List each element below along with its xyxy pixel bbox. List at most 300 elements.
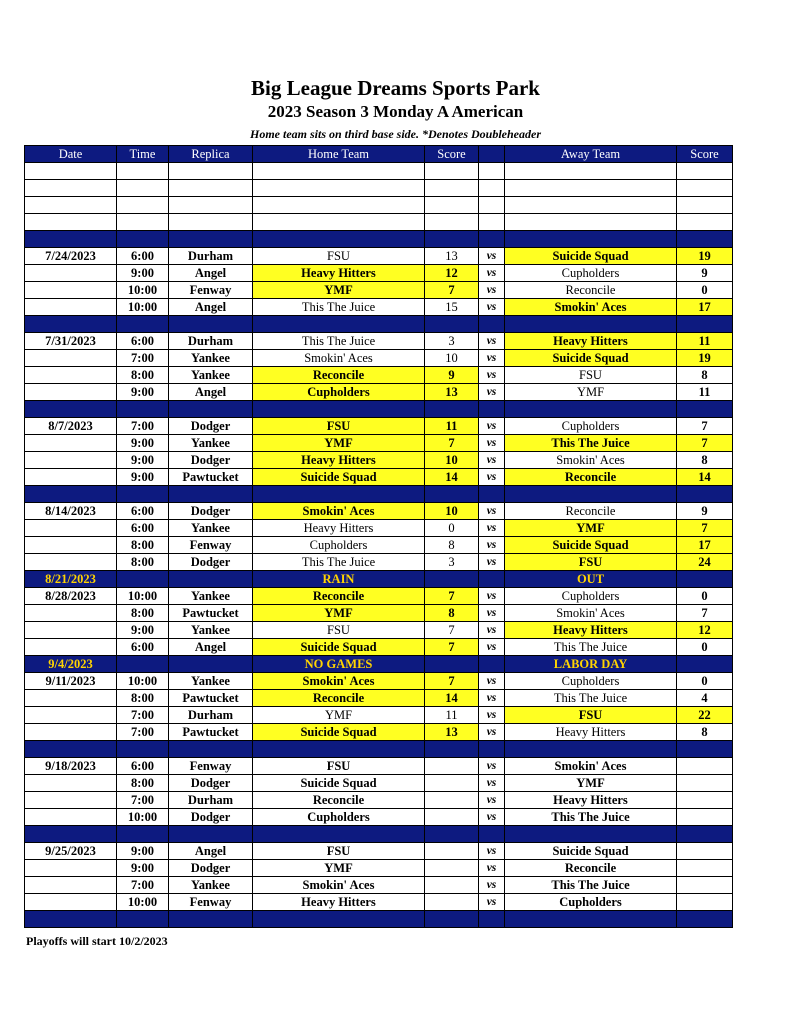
away-team-cell: Smokin' Aces bbox=[505, 758, 677, 775]
empty-cell bbox=[253, 231, 425, 248]
home-score-cell: 15 bbox=[425, 299, 479, 316]
empty-cell bbox=[505, 316, 677, 333]
away-team-cell: Reconcile bbox=[505, 503, 677, 520]
game-row bbox=[25, 860, 733, 877]
game-row bbox=[25, 452, 733, 469]
empty-cell bbox=[117, 231, 169, 248]
home-team-cell: Suicide Squad bbox=[253, 469, 425, 486]
date-cell bbox=[25, 520, 117, 537]
replica-cell: Pawtucket bbox=[169, 690, 253, 707]
game-row bbox=[25, 605, 733, 622]
vs-cell: vs bbox=[479, 639, 505, 656]
home-score-cell: 13 bbox=[425, 724, 479, 741]
time-cell: 10:00 bbox=[117, 282, 169, 299]
empty-cell bbox=[505, 180, 677, 197]
replica-cell: Dodger bbox=[169, 860, 253, 877]
away-team-cell: Heavy Hitters bbox=[505, 622, 677, 639]
time-cell: 8:00 bbox=[117, 367, 169, 384]
date-cell bbox=[25, 367, 117, 384]
time-cell: 10:00 bbox=[117, 299, 169, 316]
empty-cell bbox=[25, 163, 117, 180]
time-cell: 9:00 bbox=[117, 622, 169, 639]
empty-cell bbox=[253, 180, 425, 197]
empty-cell bbox=[253, 214, 425, 231]
replica-cell: Yankee bbox=[169, 367, 253, 384]
vs-cell: vs bbox=[479, 724, 505, 741]
replica-cell: Yankee bbox=[169, 350, 253, 367]
away-score-cell: 17 bbox=[677, 299, 733, 316]
date-cell bbox=[25, 707, 117, 724]
empty-cell bbox=[25, 197, 117, 214]
game-row bbox=[25, 877, 733, 894]
home-score-cell: 8 bbox=[425, 605, 479, 622]
home-team-cell: YMF bbox=[253, 860, 425, 877]
col-away-team: Away Team bbox=[505, 146, 677, 163]
home-team-cell: Reconcile bbox=[253, 367, 425, 384]
home-score-cell bbox=[425, 860, 479, 877]
replica-cell: Dodger bbox=[169, 503, 253, 520]
home-score-cell: 7 bbox=[425, 639, 479, 656]
home-team-cell: YMF bbox=[253, 605, 425, 622]
empty-cell bbox=[169, 826, 253, 843]
empty-cell bbox=[425, 197, 479, 214]
date-cell bbox=[25, 639, 117, 656]
date-cell: 8/7/2023 bbox=[25, 418, 117, 435]
separator-row bbox=[25, 741, 733, 758]
time-cell: 9:00 bbox=[117, 469, 169, 486]
game-row bbox=[25, 367, 733, 384]
empty-cell bbox=[677, 316, 733, 333]
empty-cell bbox=[479, 197, 505, 214]
time-cell: 8:00 bbox=[117, 537, 169, 554]
empty-cell bbox=[253, 197, 425, 214]
special-row bbox=[25, 571, 733, 588]
away-team-cell: OUT bbox=[505, 571, 677, 588]
home-score-cell: 7 bbox=[425, 282, 479, 299]
away-score-cell: 8 bbox=[677, 452, 733, 469]
date-cell bbox=[25, 894, 117, 911]
game-row bbox=[25, 350, 733, 367]
home-score-cell: 13 bbox=[425, 384, 479, 401]
away-team-cell: Suicide Squad bbox=[505, 537, 677, 554]
replica-cell: Angel bbox=[169, 843, 253, 860]
home-score-cell bbox=[425, 894, 479, 911]
empty-cell bbox=[505, 401, 677, 418]
empty-cell bbox=[505, 826, 677, 843]
schedule-table bbox=[24, 145, 733, 928]
game-row bbox=[25, 690, 733, 707]
replica-cell: Fenway bbox=[169, 758, 253, 775]
vs-cell: vs bbox=[479, 265, 505, 282]
empty-cell bbox=[253, 316, 425, 333]
date-cell bbox=[25, 724, 117, 741]
away-score-cell: 9 bbox=[677, 265, 733, 282]
home-score-cell: 7 bbox=[425, 435, 479, 452]
home-team-cell: This The Juice bbox=[253, 299, 425, 316]
away-score-cell bbox=[677, 809, 733, 826]
away-team-cell: This The Juice bbox=[505, 639, 677, 656]
empty-cell bbox=[425, 911, 479, 928]
home-score-cell: 7 bbox=[425, 673, 479, 690]
game-row bbox=[25, 843, 733, 860]
replica-cell: Yankee bbox=[169, 877, 253, 894]
date-cell bbox=[25, 435, 117, 452]
special-row bbox=[25, 656, 733, 673]
game-row bbox=[25, 537, 733, 554]
game-row bbox=[25, 724, 733, 741]
away-score-cell bbox=[677, 656, 733, 673]
replica-cell: Pawtucket bbox=[169, 724, 253, 741]
replica-cell: Dodger bbox=[169, 452, 253, 469]
date-cell bbox=[25, 775, 117, 792]
time-cell: 7:00 bbox=[117, 418, 169, 435]
home-team-cell: FSU bbox=[253, 758, 425, 775]
game-row bbox=[25, 639, 733, 656]
home-team-cell: FSU bbox=[253, 418, 425, 435]
date-cell: 8/28/2023 bbox=[25, 588, 117, 605]
page-subtitle: 2023 Season 3 Monday A American bbox=[267, 102, 524, 121]
home-score-cell: 11 bbox=[425, 707, 479, 724]
empty-cell bbox=[425, 741, 479, 758]
home-score-cell: 10 bbox=[425, 452, 479, 469]
empty-cell bbox=[677, 163, 733, 180]
time-cell: 8:00 bbox=[117, 605, 169, 622]
away-team-cell: This The Juice bbox=[505, 877, 677, 894]
away-team-cell: Smokin' Aces bbox=[505, 605, 677, 622]
empty-cell bbox=[677, 197, 733, 214]
vs-cell bbox=[479, 571, 505, 588]
away-score-cell: 11 bbox=[677, 333, 733, 350]
away-team-cell: FSU bbox=[505, 367, 677, 384]
empty-cell bbox=[677, 401, 733, 418]
away-score-cell: 0 bbox=[677, 639, 733, 656]
home-team-cell: This The Juice bbox=[253, 333, 425, 350]
date-cell: 7/31/2023 bbox=[25, 333, 117, 350]
vs-cell: vs bbox=[479, 673, 505, 690]
vs-cell: vs bbox=[479, 554, 505, 571]
time-cell: 8:00 bbox=[117, 690, 169, 707]
vs-cell: vs bbox=[479, 860, 505, 877]
time-cell: 10:00 bbox=[117, 588, 169, 605]
home-team-cell: Suicide Squad bbox=[253, 775, 425, 792]
empty-cell bbox=[253, 486, 425, 503]
away-team-cell: Cupholders bbox=[505, 418, 677, 435]
replica-cell: Yankee bbox=[169, 588, 253, 605]
date-cell bbox=[25, 690, 117, 707]
date-cell: 9/18/2023 bbox=[25, 758, 117, 775]
time-cell: 6:00 bbox=[117, 333, 169, 350]
game-row bbox=[25, 435, 733, 452]
empty-cell bbox=[425, 231, 479, 248]
replica-cell: Angel bbox=[169, 384, 253, 401]
away-team-cell: This The Juice bbox=[505, 690, 677, 707]
away-team-cell: This The Juice bbox=[505, 809, 677, 826]
home-team-cell: Reconcile bbox=[253, 792, 425, 809]
empty-cell bbox=[117, 741, 169, 758]
empty-cell bbox=[677, 486, 733, 503]
home-team-cell: This The Juice bbox=[253, 554, 425, 571]
away-score-cell: 14 bbox=[677, 469, 733, 486]
away-team-cell: Cupholders bbox=[505, 673, 677, 690]
game-row bbox=[25, 809, 733, 826]
away-score-cell: 0 bbox=[677, 282, 733, 299]
date-cell bbox=[25, 860, 117, 877]
vs-cell: vs bbox=[479, 537, 505, 554]
empty-cell bbox=[117, 911, 169, 928]
empty-cell bbox=[25, 214, 117, 231]
away-score-cell: 9 bbox=[677, 503, 733, 520]
vs-cell: vs bbox=[479, 775, 505, 792]
footer-note: Playoffs will start 10/2/2023 bbox=[26, 934, 168, 948]
col-time: Time bbox=[117, 146, 169, 163]
replica-cell: Durham bbox=[169, 333, 253, 350]
home-team-cell: Heavy Hitters bbox=[253, 265, 425, 282]
time-cell bbox=[117, 571, 169, 588]
home-team-cell: Smokin' Aces bbox=[253, 350, 425, 367]
empty-cell bbox=[425, 316, 479, 333]
header-row bbox=[25, 146, 733, 163]
empty-cell bbox=[479, 486, 505, 503]
home-team-cell: Cupholders bbox=[253, 384, 425, 401]
empty-cell bbox=[425, 163, 479, 180]
away-team-cell: YMF bbox=[505, 775, 677, 792]
away-score-cell bbox=[677, 894, 733, 911]
empty-cell bbox=[169, 316, 253, 333]
vs-cell: vs bbox=[479, 605, 505, 622]
home-score-cell: 0 bbox=[425, 520, 479, 537]
date-cell bbox=[25, 554, 117, 571]
time-cell: 7:00 bbox=[117, 707, 169, 724]
empty-cell bbox=[505, 911, 677, 928]
away-score-cell: 22 bbox=[677, 707, 733, 724]
date-cell: 8/21/2023 bbox=[25, 571, 117, 588]
home-team-cell: Smokin' Aces bbox=[253, 673, 425, 690]
game-row bbox=[25, 707, 733, 724]
time-cell: 9:00 bbox=[117, 452, 169, 469]
away-score-cell: 7 bbox=[677, 605, 733, 622]
empty-cell bbox=[117, 180, 169, 197]
separator-row bbox=[25, 486, 733, 503]
empty-cell bbox=[253, 163, 425, 180]
home-team-cell: YMF bbox=[253, 707, 425, 724]
time-cell: 9:00 bbox=[117, 384, 169, 401]
replica-cell bbox=[169, 571, 253, 588]
replica-cell: Angel bbox=[169, 299, 253, 316]
blank-row bbox=[25, 214, 733, 231]
blank-row bbox=[25, 163, 733, 180]
home-score-cell bbox=[425, 656, 479, 673]
empty-cell bbox=[505, 163, 677, 180]
game-row bbox=[25, 792, 733, 809]
vs-cell: vs bbox=[479, 469, 505, 486]
date-cell bbox=[25, 350, 117, 367]
empty-cell bbox=[479, 741, 505, 758]
away-team-cell: Reconcile bbox=[505, 282, 677, 299]
home-team-cell: Reconcile bbox=[253, 690, 425, 707]
empty-cell bbox=[169, 486, 253, 503]
empty-cell bbox=[479, 316, 505, 333]
vs-cell: vs bbox=[479, 282, 505, 299]
away-score-cell: 12 bbox=[677, 622, 733, 639]
away-score-cell bbox=[677, 571, 733, 588]
replica-cell: Pawtucket bbox=[169, 469, 253, 486]
vs-cell: vs bbox=[479, 877, 505, 894]
home-score-cell: 7 bbox=[425, 622, 479, 639]
col-vs bbox=[479, 146, 505, 163]
empty-cell bbox=[25, 180, 117, 197]
home-team-cell: Smokin' Aces bbox=[253, 503, 425, 520]
away-score-cell bbox=[677, 877, 733, 894]
time-cell: 10:00 bbox=[117, 894, 169, 911]
empty-cell bbox=[479, 163, 505, 180]
col-date: Date bbox=[25, 146, 117, 163]
separator-row bbox=[25, 231, 733, 248]
separator-row bbox=[25, 826, 733, 843]
empty-cell bbox=[479, 401, 505, 418]
home-team-cell: Heavy Hitters bbox=[253, 452, 425, 469]
away-team-cell: Cupholders bbox=[505, 588, 677, 605]
away-team-cell: Smokin' Aces bbox=[505, 299, 677, 316]
home-score-cell: 10 bbox=[425, 350, 479, 367]
home-team-cell: Reconcile bbox=[253, 588, 425, 605]
date-cell bbox=[25, 622, 117, 639]
replica-cell: Durham bbox=[169, 792, 253, 809]
empty-cell bbox=[169, 911, 253, 928]
home-team-cell: Cupholders bbox=[253, 809, 425, 826]
away-team-cell: LABOR DAY bbox=[505, 656, 677, 673]
empty-cell bbox=[117, 197, 169, 214]
away-score-cell: 19 bbox=[677, 248, 733, 265]
home-score-cell: 11 bbox=[425, 418, 479, 435]
empty-cell bbox=[505, 197, 677, 214]
away-score-cell: 7 bbox=[677, 435, 733, 452]
away-score-cell: 7 bbox=[677, 418, 733, 435]
empty-cell bbox=[117, 826, 169, 843]
separator-row bbox=[25, 911, 733, 928]
home-score-cell: 13 bbox=[425, 248, 479, 265]
vs-cell: vs bbox=[479, 248, 505, 265]
time-cell: 10:00 bbox=[117, 673, 169, 690]
away-score-cell: 17 bbox=[677, 537, 733, 554]
game-row bbox=[25, 775, 733, 792]
empty-cell bbox=[479, 231, 505, 248]
empty-cell bbox=[117, 163, 169, 180]
date-cell: 8/14/2023 bbox=[25, 503, 117, 520]
away-team-cell: Cupholders bbox=[505, 894, 677, 911]
time-cell: 8:00 bbox=[117, 775, 169, 792]
away-team-cell: Heavy Hitters bbox=[505, 792, 677, 809]
vs-cell: vs bbox=[479, 452, 505, 469]
home-score-cell bbox=[425, 843, 479, 860]
vs-cell bbox=[479, 656, 505, 673]
game-row bbox=[25, 299, 733, 316]
empty-cell bbox=[425, 401, 479, 418]
time-cell: 7:00 bbox=[117, 877, 169, 894]
home-score-cell bbox=[425, 775, 479, 792]
vs-cell: vs bbox=[479, 384, 505, 401]
away-score-cell bbox=[677, 775, 733, 792]
game-row bbox=[25, 333, 733, 350]
home-team-cell: RAIN bbox=[253, 571, 425, 588]
vs-cell: vs bbox=[479, 418, 505, 435]
home-score-cell: 14 bbox=[425, 469, 479, 486]
date-cell bbox=[25, 877, 117, 894]
home-score-cell: 9 bbox=[425, 367, 479, 384]
home-team-cell: Heavy Hitters bbox=[253, 894, 425, 911]
game-row bbox=[25, 588, 733, 605]
home-score-cell: 7 bbox=[425, 588, 479, 605]
away-team-cell: Suicide Squad bbox=[505, 843, 677, 860]
empty-cell bbox=[677, 214, 733, 231]
empty-cell bbox=[425, 486, 479, 503]
time-cell: 6:00 bbox=[117, 758, 169, 775]
col-home-team: Home Team bbox=[253, 146, 425, 163]
date-cell bbox=[25, 384, 117, 401]
away-team-cell: Cupholders bbox=[505, 265, 677, 282]
empty-cell bbox=[425, 826, 479, 843]
replica-cell: Angel bbox=[169, 265, 253, 282]
home-score-cell bbox=[425, 758, 479, 775]
replica-cell bbox=[169, 656, 253, 673]
empty-cell bbox=[169, 163, 253, 180]
away-team-cell: This The Juice bbox=[505, 435, 677, 452]
vs-cell: vs bbox=[479, 809, 505, 826]
empty-cell bbox=[505, 214, 677, 231]
vs-cell: vs bbox=[479, 299, 505, 316]
home-score-cell: 3 bbox=[425, 333, 479, 350]
blank-row bbox=[25, 197, 733, 214]
replica-cell: Yankee bbox=[169, 673, 253, 690]
col-replica: Replica bbox=[169, 146, 253, 163]
blank-row bbox=[25, 180, 733, 197]
vs-cell: vs bbox=[479, 435, 505, 452]
col-away-score: Score bbox=[677, 146, 733, 163]
vs-cell: vs bbox=[479, 622, 505, 639]
home-score-cell: 12 bbox=[425, 265, 479, 282]
vs-cell: vs bbox=[479, 520, 505, 537]
away-score-cell: 0 bbox=[677, 588, 733, 605]
away-score-cell bbox=[677, 758, 733, 775]
game-row bbox=[25, 554, 733, 571]
home-team-cell: Smokin' Aces bbox=[253, 877, 425, 894]
vs-cell: vs bbox=[479, 690, 505, 707]
home-team-cell: Suicide Squad bbox=[253, 724, 425, 741]
away-score-cell: 11 bbox=[677, 384, 733, 401]
home-team-cell: FSU bbox=[253, 248, 425, 265]
game-row bbox=[25, 469, 733, 486]
schedule-body bbox=[25, 163, 733, 928]
replica-cell: Dodger bbox=[169, 418, 253, 435]
home-score-cell: 8 bbox=[425, 537, 479, 554]
date-cell: 9/25/2023 bbox=[25, 843, 117, 860]
time-cell: 6:00 bbox=[117, 248, 169, 265]
empty-cell bbox=[479, 214, 505, 231]
empty-cell bbox=[169, 197, 253, 214]
time-cell: 6:00 bbox=[117, 503, 169, 520]
home-team-cell: FSU bbox=[253, 622, 425, 639]
vs-cell: vs bbox=[479, 588, 505, 605]
away-team-cell: Smokin' Aces bbox=[505, 452, 677, 469]
empty-cell bbox=[25, 401, 117, 418]
empty-cell bbox=[169, 180, 253, 197]
home-team-cell: Suicide Squad bbox=[253, 639, 425, 656]
empty-cell bbox=[253, 401, 425, 418]
time-cell: 7:00 bbox=[117, 724, 169, 741]
away-team-cell: YMF bbox=[505, 384, 677, 401]
replica-cell: Fenway bbox=[169, 537, 253, 554]
empty-cell bbox=[25, 741, 117, 758]
home-team-cell: Heavy Hitters bbox=[253, 520, 425, 537]
